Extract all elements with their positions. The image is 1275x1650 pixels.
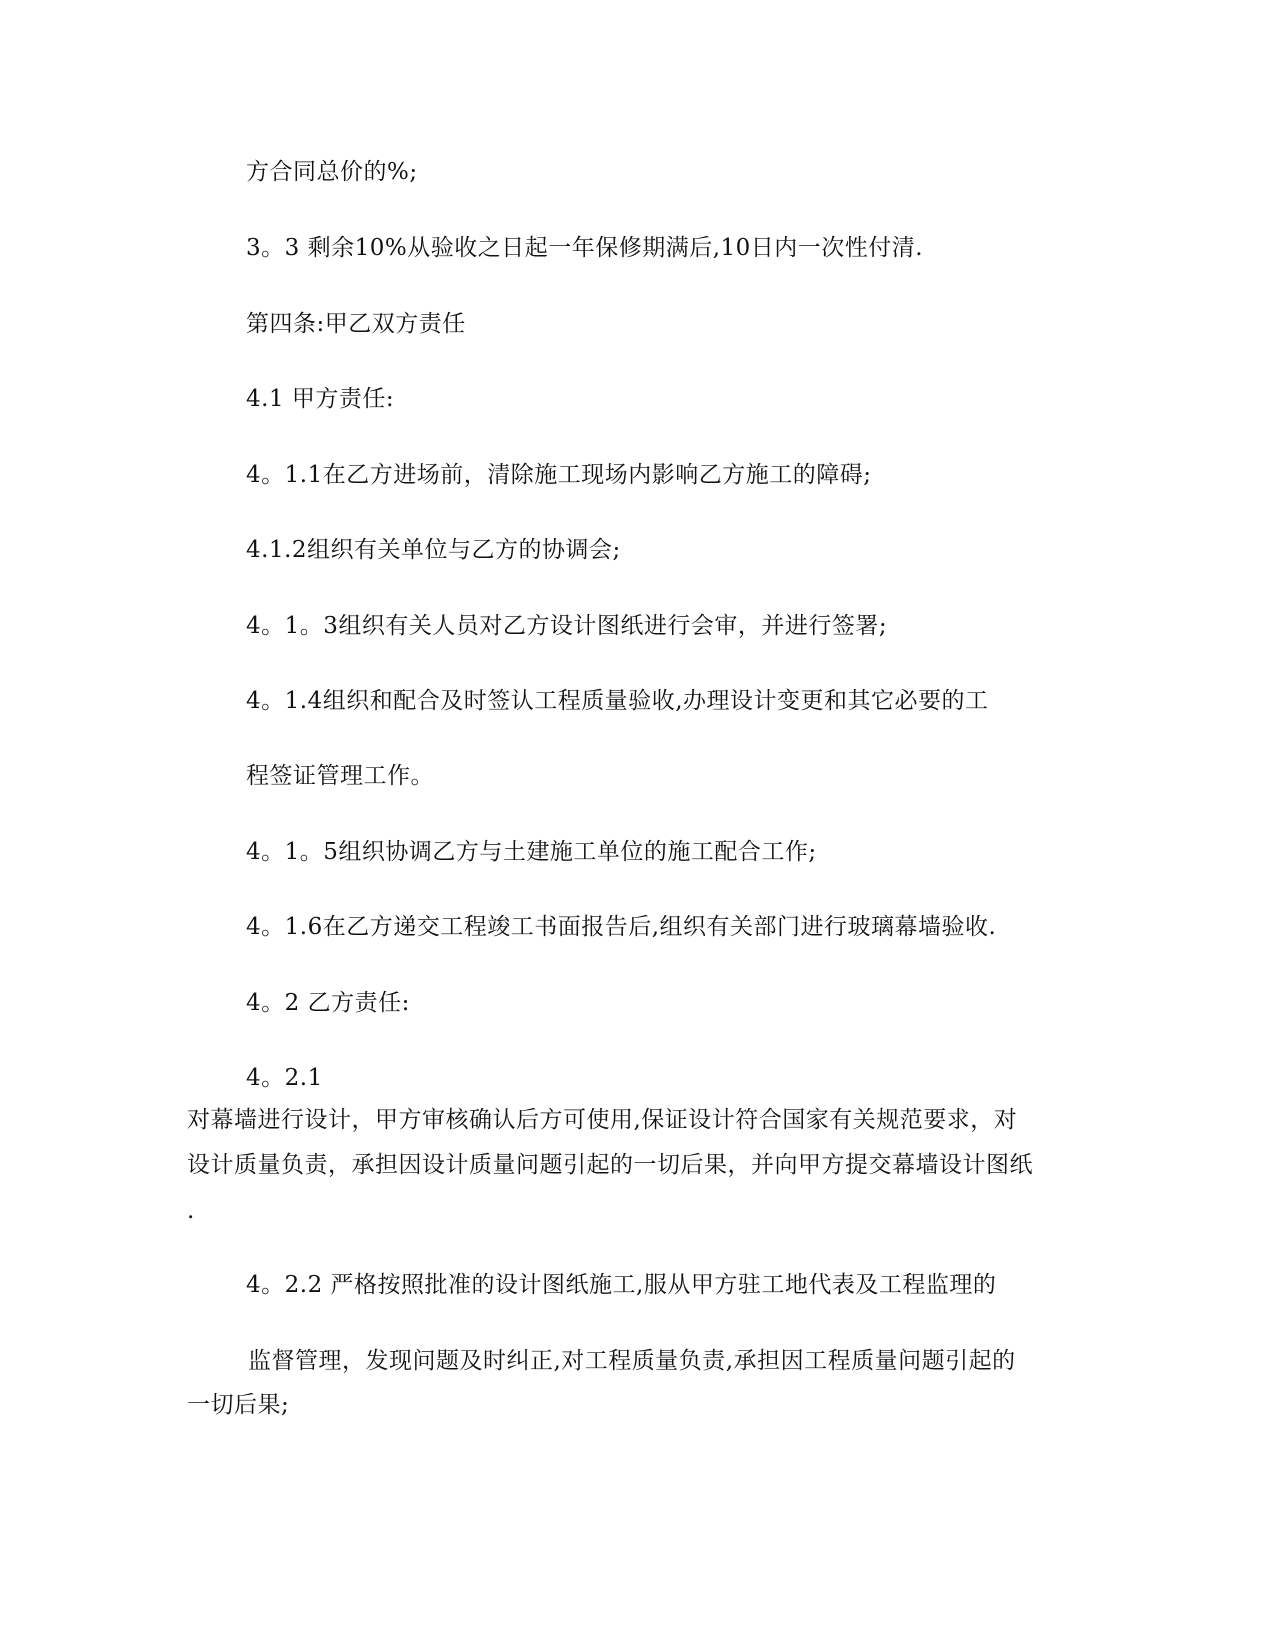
clause-4-2-2-line-2: 监督管理，发现问题及时纠正,对工程质量负责,承担因工程质量问题引起的 — [248, 1348, 1016, 1374]
clause-4-2-2: 4。2.2 严格按照批准的设计图纸施工,服从甲方驻工地代表及工程监理的 — [246, 1272, 997, 1298]
clause-4-1-4-continued: 程签证管理工作。 — [246, 763, 434, 789]
clause-4-2-1-number: 4。2.1 — [246, 1065, 323, 1091]
clause-4-2-2-line-3: 一切后果; — [187, 1392, 290, 1418]
clause-4-2-1-line-1: 对幕墙进行设计，甲方审核确认后方可使用,保证设计符合国家有关规范要求，对 — [187, 1107, 1018, 1133]
clause-4-1-6: 4。1.6在乙方递交工程竣工书面报告后,组织有关部门进行玻璃幕墙验收. — [246, 914, 997, 940]
paragraph-line-2: 3。3 剩余10%从验收之日起一年保修期满后,10日内一次性付清. — [246, 235, 924, 261]
clause-4-1-5: 4。1。5组织协调乙方与土建施工单位的施工配合工作; — [246, 839, 817, 865]
paragraph-line-1: 方合同总价的%; — [246, 159, 418, 185]
section-heading: 第四条:甲乙双方责任 — [246, 311, 466, 337]
subsection-heading-party-b: 4。2 乙方责任: — [246, 990, 410, 1016]
clause-4-2-1-period: . — [187, 1198, 195, 1224]
clause-4-1-3: 4。1。3组织有关人员对乙方设计图纸进行会审，并进行签署; — [246, 613, 888, 639]
clause-4-1-4: 4。1.4组织和配合及时签认工程质量验收,办理设计变更和其它必要的工 — [246, 688, 989, 714]
subsection-heading-party-a: 4.1 甲方责任: — [246, 386, 395, 412]
clause-4-1-2: 4.1.2组织有关单位与乙方的协调会; — [246, 537, 621, 563]
clause-4-1-1: 4。1.1在乙方进场前，清除施工现场内影响乙方施工的障碍; — [246, 462, 872, 488]
clause-4-2-1-line-2: 设计质量负责，承担因设计质量问题引起的一切后果，并向甲方提交幕墙设计图纸 — [187, 1152, 1033, 1178]
